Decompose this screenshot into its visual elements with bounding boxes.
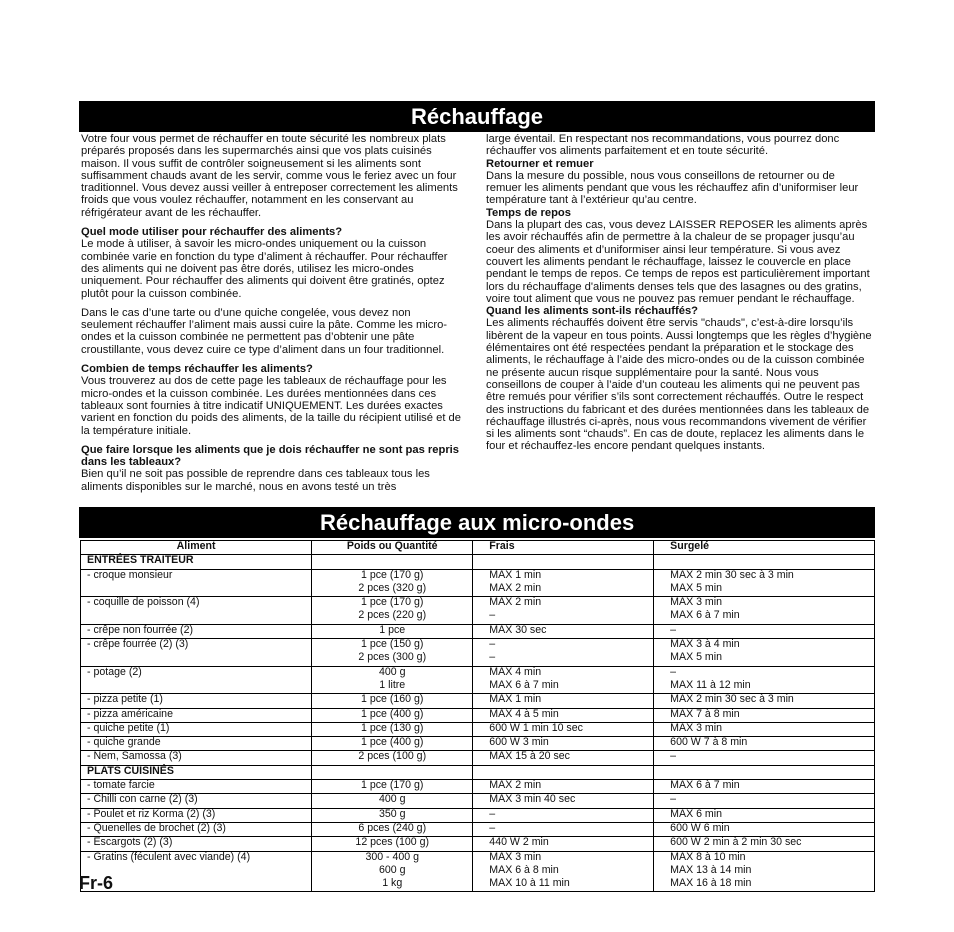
- table-header-row: [81, 541, 875, 555]
- cell-surgele: –: [654, 666, 875, 680]
- cell-frais: MAX 4 à 5 min: [473, 708, 654, 722]
- header-poids: Poids ou Quantité: [312, 541, 473, 555]
- table-row: [81, 737, 875, 751]
- cell-frais: –: [473, 652, 654, 666]
- cell-poids: 2 pces (220 g): [312, 610, 473, 624]
- table-row: [81, 610, 875, 624]
- cell-surgele: –: [654, 624, 875, 638]
- cell-poids: 1 kg: [312, 878, 473, 892]
- cell-aliment: - Quenelles de brochet (2) (3): [81, 822, 312, 836]
- cell-surgele: MAX 16 à 18 min: [654, 878, 875, 892]
- paragraph-quand: Les aliments réchauffés doivent être servis "chauds", c’est-à-dire lorsqu’ils libèrent de la vapeur en tous points. Aussi longtemps que les règles d’hygiène élémentaires ont été respectées pendant la préparation et le stockage des aliments, le réchauffage à l’aide des micro-ondes ou de la cuisson combinée ne présente aucun risque supplémentaire pour la santé. Nous vous conseillons de couper à l’aide d’un couteau les aliments qui ne peuvent pas être remués pour vérifier s’ils sont correctement réchauffés. Outre le respect des instructions du fabricant et des durées mentionnées dans les tableaux de réchauffage illustrés ci-après, nous vous recommandons vivement de vérifier si les aliments sont “chauds”. En cas de doute, replacez les aliments dans le four et réchauffez-les encore pendant quelques instants.: [486, 317, 872, 453]
- cell-aliment: - croque monsieur: [81, 569, 312, 583]
- cell-frais: MAX 6 à 8 min: [473, 865, 654, 878]
- cell-surgele: MAX 5 min: [654, 652, 875, 666]
- cell-frais: –: [473, 822, 654, 836]
- table-category-row: [81, 555, 875, 569]
- table-row: [81, 808, 875, 822]
- section-title-micro-ondes: Réchauffage aux micro-ondes: [79, 507, 875, 538]
- table-row: [81, 694, 875, 708]
- cell-frais: –: [473, 639, 654, 653]
- table-row: [81, 822, 875, 836]
- cell-frais: 600 W 3 min: [473, 737, 654, 751]
- cell-frais: MAX 30 sec: [473, 624, 654, 638]
- table-row: [81, 780, 875, 794]
- cell-frais: MAX 2 min: [473, 597, 654, 611]
- cell-poids: 1 pce (400 g): [312, 737, 473, 751]
- cell-poids: 350 g: [312, 808, 473, 822]
- header-surgele: Surgelé: [654, 541, 875, 555]
- cell-poids: 400 g: [312, 666, 473, 680]
- paragraph-repos: Dans la plupart des cas, vous devez LAISSER REPOSER les aliments après les avoir réchauffés afin de permettre à la chaleur de se propager jusqu’au coeur des aliments et d’uniformiser ainsi leur température. Si vous avez couvert les aliments pendant le réchauffage, laissez le couvercle en place pendant le temps de repos. Ce temps de repos est particulièrement important lors du réchauffage d'aliments denses tels que des lasagnes ou des gratins, voire tout aliment que vous ne pouvez pas remuer pendant le réchauffage.: [486, 219, 870, 305]
- header-frais: Frais: [473, 541, 654, 555]
- cell-poids: 600 g: [312, 865, 473, 878]
- cell-surgele: –: [654, 794, 875, 808]
- cell-aliment: - quiche grande: [81, 737, 312, 751]
- cell-surgele: 600 W 2 min à 2 min 30 sec: [654, 837, 875, 851]
- cell-poids: [312, 765, 473, 779]
- cell-poids: 2 pces (320 g): [312, 583, 473, 597]
- paragraph-retourner: Dans la mesure du possible, nous vous conseillons de retourner ou de remuer les aliments pendant que vous les réchauffez afin d’uniformiser leur température tant à l’extérieur qu’au centre.: [486, 169, 859, 207]
- cell-surgele: MAX 11 à 12 min: [654, 680, 875, 694]
- cell-frais: –: [473, 610, 654, 624]
- cell-aliment: [81, 878, 312, 892]
- heading-repos: Temps de repos: [486, 206, 571, 219]
- heading-non-repris: Que faire lorsque les aliments que je dois réchauffer ne sont pas repris dans les tableaux?: [81, 443, 460, 469]
- cell-surgele: MAX 6 à 7 min: [654, 610, 875, 624]
- cell-surgele: MAX 6 min: [654, 808, 875, 822]
- cell-surgele: MAX 2 min 30 sec à 3 min: [654, 694, 875, 708]
- table-row: [81, 794, 875, 808]
- cell-aliment: - quiche petite (1): [81, 722, 312, 736]
- table-body: [81, 555, 875, 892]
- cell-frais: MAX 4 min: [473, 666, 654, 680]
- table-row: [81, 708, 875, 722]
- cell-frais: MAX 1 min: [473, 569, 654, 583]
- heading-duree: Combien de temps réchauffer les aliments?: [81, 363, 313, 376]
- cell-aliment: - pizza américaine: [81, 708, 312, 722]
- section-title-rechauffage: Réchauffage: [79, 101, 875, 132]
- table-row: [81, 680, 875, 694]
- cell-surgele: –: [654, 751, 875, 765]
- cell-surgele: 600 W 6 min: [654, 822, 875, 836]
- table-row: [81, 666, 875, 680]
- cell-poids: 2 pces (300 g): [312, 652, 473, 666]
- cell-aliment: - tomate farcie: [81, 780, 312, 794]
- cell-surgele: MAX 6 à 7 min: [654, 780, 875, 794]
- paragraph-tarte: Dans le cas d’une tarte ou d’une quiche congelée, vous devez non seulement réchauffer l’aliment mais aussi cuire la pâte. Comme les micro-ondes et la cuisson combinée ne permettent pas d’obtenir une pâte croustillante, vous devez cuire ce type d’aliment dans un four traditionnel.: [81, 306, 448, 356]
- cell-surgele: MAX 2 min 30 sec à 3 min: [654, 569, 875, 583]
- table-row: [81, 865, 875, 878]
- cell-frais: [473, 555, 654, 569]
- cell-poids: 12 pces (100 g): [312, 837, 473, 851]
- cell-aliment: [81, 610, 312, 624]
- cell-poids: 1 litre: [312, 680, 473, 694]
- page-number: Fr-6: [79, 873, 114, 893]
- table-row: [81, 878, 875, 892]
- cell-surgele: MAX 5 min: [654, 583, 875, 597]
- cell-poids: 300 - 400 g: [312, 851, 473, 865]
- cell-aliment: - crêpe fourrée (2) (3): [81, 639, 312, 653]
- cell-aliment: - Chilli con carne (2) (3): [81, 794, 312, 808]
- cell-aliment: - Nem, Samossa (3): [81, 751, 312, 765]
- cell-surgele: MAX 8 à 10 min: [654, 851, 875, 865]
- cell-frais: MAX 10 à 11 min: [473, 878, 654, 892]
- cell-frais: MAX 2 min: [473, 583, 654, 597]
- table-row: [81, 851, 875, 865]
- table-row: [81, 624, 875, 638]
- cell-frais: MAX 15 à 20 sec: [473, 751, 654, 765]
- cell-surgele: [654, 765, 875, 779]
- table-row: [81, 597, 875, 611]
- cell-frais: MAX 3 min: [473, 851, 654, 865]
- cell-aliment: - Escargots (2) (3): [81, 837, 312, 851]
- cell-poids: [312, 555, 473, 569]
- cell-surgele: MAX 13 à 14 min: [654, 865, 875, 878]
- cell-poids: 400 g: [312, 794, 473, 808]
- table-row: [81, 652, 875, 666]
- cell-aliment: - coquille de poisson (4): [81, 597, 312, 611]
- cell-poids: 1 pce (170 g): [312, 569, 473, 583]
- cell-frais: MAX 3 min 40 sec: [473, 794, 654, 808]
- cell-poids: 1 pce (130 g): [312, 722, 473, 736]
- cell-poids: 6 pces (240 g): [312, 822, 473, 836]
- cell-poids: 1 pce (160 g): [312, 694, 473, 708]
- cell-poids: 1 pce (170 g): [312, 597, 473, 611]
- cell-surgele: MAX 7 à 8 min: [654, 708, 875, 722]
- cell-surgele: MAX 3 à 4 min: [654, 639, 875, 653]
- cell-poids: 1 pce: [312, 624, 473, 638]
- cell-frais: –: [473, 808, 654, 822]
- cell-poids: 1 pce (400 g): [312, 708, 473, 722]
- cell-aliment: [81, 680, 312, 694]
- cell-aliment: - Gratins (féculent avec viande) (4): [81, 851, 312, 865]
- cell-aliment: ENTRÉES TRAITEUR: [81, 555, 312, 569]
- left-column: [81, 133, 465, 500]
- cell-surgele: MAX 3 min: [654, 597, 875, 611]
- reheat-table: [80, 540, 875, 892]
- cell-surgele: MAX 3 min: [654, 722, 875, 736]
- paragraph-mode: Le mode à utiliser, à savoir les micro-ondes uniquement ou la cuisson combinée varie en fonction du type d’aliment à réchauffer. Pour réchauffer des aliments qui ne doivent pas être dorés, utilisez les micro-ondes uniquement. Pour réchauffer des aliments qui doivent être gratinés, optez plutôt pour la cuisson combinée.: [81, 238, 448, 300]
- cell-frais: MAX 6 à 7 min: [473, 680, 654, 694]
- table-row: [81, 751, 875, 765]
- cell-poids: 1 pce (170 g): [312, 780, 473, 794]
- heading-mode: Quel mode utiliser pour réchauffer des aliments?: [81, 226, 343, 239]
- heading-retourner: Retourner et remuer: [486, 157, 594, 170]
- cell-aliment: [81, 583, 312, 597]
- table-row: [81, 639, 875, 653]
- table-row: [81, 569, 875, 583]
- table-row: [81, 583, 875, 597]
- cell-aliment: - Poulet et riz Korma (2) (3): [81, 808, 312, 822]
- heading-quand: Quand les aliments sont-ils réchauffés?: [486, 305, 698, 318]
- paragraph-duree: Vous trouverez au dos de cette page les tableaux de réchauffage pour les micro-ondes et la cuisson combinée. Les durées mentionnées dans ces tableaux sont fournies à titre indicatif UNIQUEMENT. Les durées exactes varient en fonction du poids des aliments, de la taille du récipient utilisé et de la température initiale.: [81, 375, 461, 437]
- cell-surgele: 600 W 7 à 8 min: [654, 737, 875, 751]
- cell-aliment: [81, 865, 312, 878]
- intro-paragraph: Votre four vous permet de réchauffer en toute sécurité les nombreux plats préparés proposés dans les supermarchés ainsi que vos plats cuisinés maison. Il vous suffit de contrôler soigneusement si les aliments sont suffisamment chauds avant de les servir, comme vous le feriez avec un four traditionnel. Vous devez aussi veiller à entreposer correctement les aliments froids que vous voulez réchauffer, notamment en les conservant au réfrigérateur avant de les réchauffer.: [81, 133, 458, 219]
- table-row: [81, 722, 875, 736]
- right-column: [486, 133, 872, 453]
- paragraph-non-repris: Bien qu’il ne soit pas possible de reprendre dans ces tableaux tous les aliments disponibles sur le marché, nous en avons testé un très: [81, 468, 430, 493]
- cell-frais: MAX 2 min: [473, 780, 654, 794]
- paragraph-continued: large éventail. En respectant nos recommandations, vous pourrez donc réchauffer vos aliments parfaitement et en toute sécurité.: [486, 133, 840, 158]
- cell-aliment: - potage (2): [81, 666, 312, 680]
- cell-aliment: - pizza petite (1): [81, 694, 312, 708]
- cell-frais: 600 W 1 min 10 sec: [473, 722, 654, 736]
- header-aliment: Aliment: [81, 541, 312, 555]
- cell-frais: [473, 765, 654, 779]
- cell-poids: 1 pce (150 g): [312, 639, 473, 653]
- cell-aliment: - crêpe non fourrée (2): [81, 624, 312, 638]
- cell-frais: 440 W 2 min: [473, 837, 654, 851]
- cell-surgele: [654, 555, 875, 569]
- cell-aliment: [81, 652, 312, 666]
- cell-poids: 2 pces (100 g): [312, 751, 473, 765]
- table-row: [81, 837, 875, 851]
- cell-frais: MAX 1 min: [473, 694, 654, 708]
- table-category-row: [81, 765, 875, 779]
- cell-aliment: PLATS CUISINÉS: [81, 765, 312, 779]
